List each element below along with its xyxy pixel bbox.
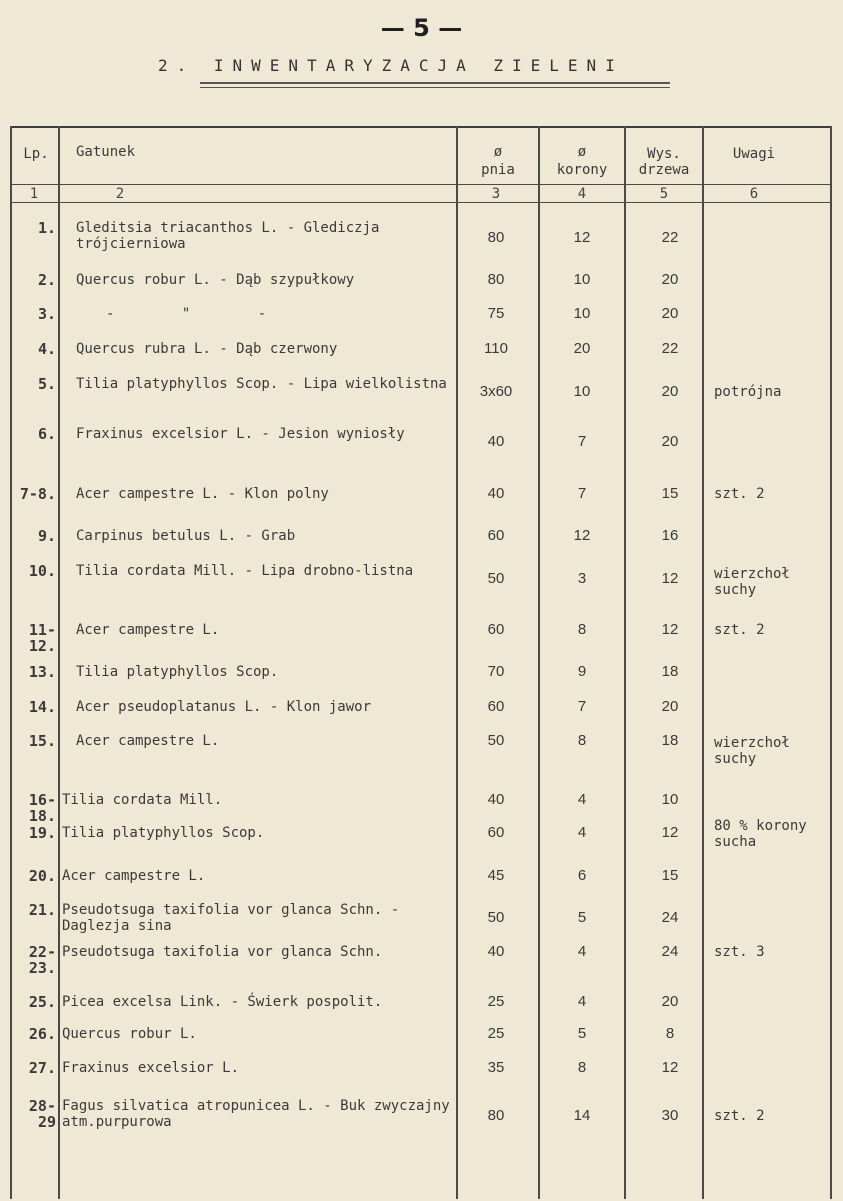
row-pnia: 25	[487, 1025, 505, 1042]
row-lp: 5.	[37, 375, 56, 393]
row-uwagi: wierzchoł suchy	[714, 566, 790, 598]
table-border-right	[830, 126, 832, 1199]
row-gatunek: - " -	[106, 306, 267, 322]
row-wysokosc: 20	[661, 433, 679, 450]
row-gatunek: Fraxinus excelsior L.	[62, 1060, 240, 1076]
row-wysokosc: 24	[661, 943, 679, 960]
row-gatunek: Acer campestre L.	[76, 622, 220, 638]
row-lp: 6.	[37, 425, 56, 443]
row-uwagi: szt. 2	[714, 1108, 765, 1124]
row-pnia: 45	[487, 867, 505, 884]
row-wysokosc: 16	[661, 527, 679, 544]
header-pnia: pnia	[481, 162, 515, 178]
row-lp: 9.	[37, 527, 56, 545]
header-uwagi: Uwagi	[732, 146, 776, 162]
row-korony: 4	[577, 791, 587, 808]
header-divider	[10, 184, 830, 185]
header-korony: korony	[556, 162, 608, 178]
row-lp: 28-29	[28, 1097, 56, 1131]
row-pnia: 80	[487, 271, 505, 288]
header-lp: Lp.	[23, 146, 49, 162]
row-korony: 10	[573, 271, 591, 288]
row-gatunek: Quercus rubra L. - Dąb czerwony	[76, 341, 338, 357]
row-korony: 4	[577, 943, 587, 960]
row-lp: 4.	[37, 340, 56, 358]
row-pnia: 40	[487, 485, 505, 502]
column-divider-korony	[624, 126, 626, 1199]
row-gatunek: Tilia platyphyllos Scop.	[76, 664, 279, 680]
row-gatunek: Quercus robur L. - Dąb szypułkowy	[76, 272, 355, 288]
row-wysokosc: 20	[661, 698, 679, 715]
row-pnia: 60	[487, 527, 505, 544]
header-pnia-symbol: ø	[493, 144, 503, 160]
row-gatunek: Pseudotsuga taxifolia vor glanca Schn.	[62, 944, 383, 960]
row-gatunek: Tilia cordata Mill. - Lipa drobno-listna	[76, 563, 414, 579]
row-wysokosc: 30	[661, 1107, 679, 1124]
row-korony: 4	[577, 824, 587, 841]
row-korony: 8	[577, 732, 587, 749]
row-gatunek: Fagus silvatica atropunicea L. - Buk zwyczajny atm.purpurowa	[62, 1098, 450, 1130]
row-gatunek: Gleditsia triacanthos L. - Glediczja trójcierniowa	[76, 220, 380, 252]
row-pnia: 35	[487, 1059, 505, 1076]
row-wysokosc: 10	[661, 791, 679, 808]
row-wysokosc: 18	[661, 732, 679, 749]
row-lp: 21.	[28, 901, 56, 919]
row-korony: 8	[577, 1059, 587, 1076]
row-pnia: 60	[487, 621, 505, 638]
column-divider-pnia	[538, 126, 540, 1199]
row-lp: 20.	[28, 867, 56, 885]
row-gatunek: Picea excelsa Link. - Świerk pospolit.	[62, 994, 383, 1010]
row-wysokosc: 12	[661, 824, 679, 841]
header-korony-symbol: ø	[577, 144, 587, 160]
row-lp: 13.	[28, 663, 56, 681]
row-pnia: 40	[487, 791, 505, 808]
row-gatunek: Tilia cordata Mill.	[62, 792, 223, 808]
row-wysokosc: 20	[661, 383, 679, 400]
row-uwagi: szt. 2	[714, 486, 765, 502]
row-korony: 9	[577, 663, 587, 680]
row-lp: 2.	[37, 271, 56, 289]
row-wysokosc: 22	[661, 340, 679, 357]
header-gatunek: Gatunek	[76, 144, 136, 160]
row-lp: 22-23.	[28, 943, 56, 977]
row-gatunek: Acer pseudoplatanus L. - Klon jawor	[76, 699, 372, 715]
row-gatunek: Acer campestre L.	[62, 868, 206, 884]
row-lp: 3.	[37, 305, 56, 323]
row-korony: 6	[577, 867, 587, 884]
row-pnia: 50	[487, 570, 505, 587]
column-number-2: 2	[115, 186, 125, 202]
page-number: — 5 —	[380, 14, 463, 42]
row-wysokosc: 12	[661, 1059, 679, 1076]
row-gatunek: Tilia platyphyllos Scop. - Lipa wielkolistna	[76, 376, 447, 392]
column-number-3: 3	[491, 186, 501, 202]
row-wysokosc: 12	[661, 570, 679, 587]
row-lp: 15.	[28, 732, 56, 750]
row-korony: 4	[577, 993, 587, 1010]
row-wysokosc: 12	[661, 621, 679, 638]
row-wysokosc: 24	[661, 909, 679, 926]
row-wysokosc: 20	[661, 993, 679, 1010]
row-lp: 19.	[28, 824, 56, 842]
row-pnia: 25	[487, 993, 505, 1010]
row-pnia: 70	[487, 663, 505, 680]
column-divider-lp	[58, 126, 60, 1199]
row-pnia: 3x60	[479, 383, 513, 400]
row-korony: 3	[577, 570, 587, 587]
row-lp: 16-18.	[28, 791, 56, 825]
column-number-6: 6	[749, 186, 759, 202]
row-korony: 7	[577, 698, 587, 715]
column-number-1: 1	[29, 186, 39, 202]
section-title: 2. INWENTARYZACJA ZIELENI	[158, 56, 624, 75]
row-wysokosc: 8	[665, 1025, 675, 1042]
row-wysokosc: 15	[661, 867, 679, 884]
row-korony: 5	[577, 909, 587, 926]
row-korony: 10	[573, 305, 591, 322]
row-pnia: 80	[487, 1107, 505, 1124]
row-gatunek: Pseudotsuga taxifolia vor glanca Schn. - Daglezja sina	[62, 902, 400, 934]
header-wysokosc: Wys.	[647, 146, 681, 162]
row-uwagi: wierzchoł suchy	[714, 735, 790, 767]
row-korony: 14	[573, 1107, 591, 1124]
row-pnia: 110	[484, 340, 508, 357]
row-pnia: 60	[487, 824, 505, 841]
row-pnia: 40	[487, 943, 505, 960]
row-gatunek: Carpinus betulus L. - Grab	[76, 528, 296, 544]
title-underline-second	[200, 87, 670, 88]
row-lp: 14.	[28, 698, 56, 716]
row-gatunek: Acer campestre L.	[76, 733, 220, 749]
row-pnia: 80	[487, 229, 505, 246]
row-korony: 10	[573, 383, 591, 400]
title-underline	[200, 82, 670, 84]
row-korony: 7	[577, 433, 587, 450]
row-uwagi: szt. 2	[714, 622, 765, 638]
row-wysokosc: 22	[661, 229, 679, 246]
row-korony: 20	[573, 340, 591, 357]
row-wysokosc: 15	[661, 485, 679, 502]
row-gatunek: Tilia platyphyllos Scop.	[62, 825, 265, 841]
row-gatunek: Acer campestre L. - Klon polny	[76, 486, 329, 502]
row-lp: 7-8.	[19, 485, 56, 503]
row-korony: 7	[577, 485, 587, 502]
column-number-5: 5	[659, 186, 669, 202]
row-pnia: 50	[487, 909, 505, 926]
row-uwagi: potrójna	[714, 384, 782, 400]
row-wysokosc: 20	[661, 305, 679, 322]
row-wysokosc: 20	[661, 271, 679, 288]
row-lp: 11-12.	[28, 621, 56, 655]
row-uwagi: 80 % korony sucha	[714, 818, 807, 850]
row-lp: 27.	[28, 1059, 56, 1077]
header-drzewa: drzewa	[638, 162, 690, 178]
column-number-4: 4	[577, 186, 587, 202]
row-korony: 5	[577, 1025, 587, 1042]
row-uwagi: szt. 3	[714, 944, 765, 960]
row-wysokosc: 18	[661, 663, 679, 680]
row-gatunek: Quercus robur L.	[62, 1026, 197, 1042]
row-pnia: 60	[487, 698, 505, 715]
row-lp: 1.	[37, 219, 56, 237]
row-pnia: 75	[487, 305, 505, 322]
row-korony: 12	[573, 229, 591, 246]
row-lp: 26.	[28, 1025, 56, 1043]
row-lp: 25.	[28, 993, 56, 1011]
row-gatunek: Fraxinus excelsior L. - Jesion wyniosły	[76, 426, 405, 442]
column-number-divider	[10, 202, 830, 203]
row-korony: 12	[573, 527, 591, 544]
row-pnia: 40	[487, 433, 505, 450]
row-korony: 8	[577, 621, 587, 638]
row-lp: 10.	[28, 562, 56, 580]
row-pnia: 50	[487, 732, 505, 749]
